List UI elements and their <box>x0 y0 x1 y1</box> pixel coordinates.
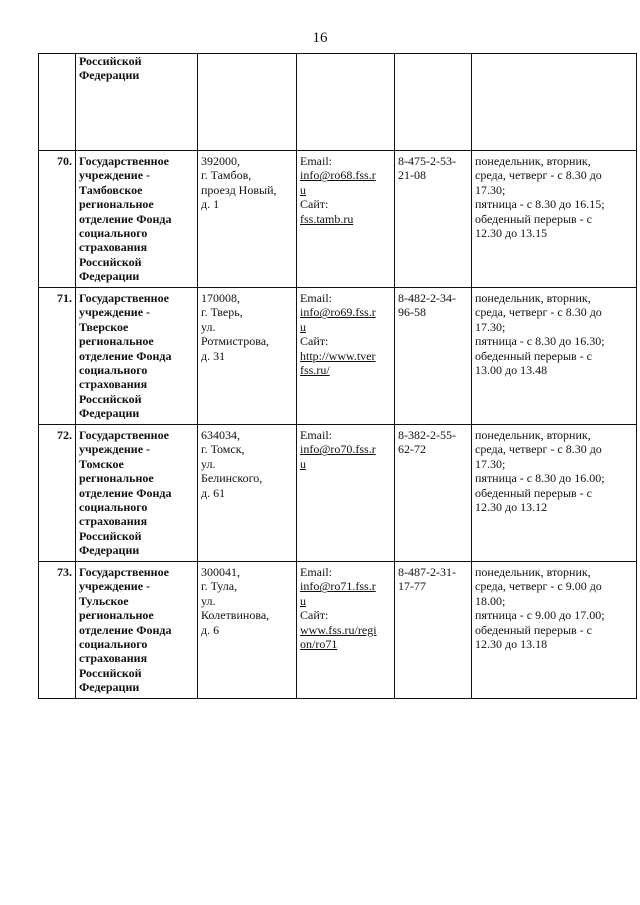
address-line: д. 1 <box>201 197 220 212</box>
table-body <box>39 54 637 699</box>
working-hours-line: понедельник, вторник, <box>475 154 591 168</box>
organization-name-line: Российской <box>79 254 142 269</box>
working-hours-line: среда, четверг - с 8.30 до <box>475 442 602 457</box>
contact-link[interactable]: www.fss.ru/regi <box>300 622 377 637</box>
organization-name-line: региональное <box>79 334 154 349</box>
contact-link[interactable]: info@ro68.fss.r <box>300 168 376 183</box>
working-hours-line: среда, четверг - с 8.30 до <box>475 305 602 320</box>
contacts-line: Сайт: <box>300 197 329 212</box>
contacts-cell <box>297 151 395 288</box>
working-hours-cell <box>472 425 637 562</box>
organization-name-line: Российской <box>79 54 142 68</box>
organization-name-cell <box>76 425 198 562</box>
address-line: 300041, <box>201 565 240 579</box>
phone-line: 21-08 <box>398 168 426 183</box>
row-number-cell: 71. <box>39 288 76 425</box>
organization-name-line: социального <box>79 637 148 652</box>
organization-name-line: Российской <box>79 665 142 680</box>
address-line: 170008, <box>201 291 240 305</box>
phone-line: 8-475-2-53- <box>398 154 456 168</box>
address-line: г. Томск, <box>201 442 245 457</box>
organization-name-cell <box>76 54 198 151</box>
working-hours-line: понедельник, вторник, <box>475 291 591 305</box>
contacts-line: Email: <box>300 291 332 305</box>
working-hours-line: обеденный перерыв - с <box>475 485 592 500</box>
address-line: ул. <box>201 319 216 334</box>
organization-name-line: Государственное <box>79 291 169 305</box>
working-hours-line: 12.30 до 13.18 <box>475 637 548 652</box>
working-hours-line: 18.00; <box>475 593 506 608</box>
address-line: г. Тула, <box>201 579 238 594</box>
address-line: ул. <box>201 456 216 471</box>
organization-name-line: страхования <box>79 514 148 529</box>
phone-cell <box>395 151 472 288</box>
working-hours-line: среда, четверг - с 8.30 до <box>475 168 602 183</box>
address-line: Белинского, <box>201 471 263 486</box>
contact-link[interactable]: http://www.tver <box>300 348 376 363</box>
contacts-line: Сайт: <box>300 608 329 623</box>
phone-line: 62-72 <box>398 442 426 457</box>
organization-name-line: Федерации <box>79 68 140 83</box>
organization-name-line: отделение Фонда <box>79 348 172 363</box>
contacts-cell <box>297 54 395 151</box>
contact-link[interactable]: u <box>300 319 306 334</box>
table-row <box>39 288 637 425</box>
address-line: 392000, <box>201 154 240 168</box>
offices-table <box>38 53 637 699</box>
working-hours-line: пятница - с 8.30 до 16.00; <box>475 471 605 486</box>
working-hours-line: 12.30 до 13.15 <box>475 226 548 241</box>
phone-cell <box>395 562 472 699</box>
contacts-line: Email: <box>300 154 332 168</box>
organization-name-line: учреждение - <box>79 579 151 594</box>
contact-link[interactable]: u <box>300 593 306 608</box>
working-hours-line: 13.00 до 13.48 <box>475 363 548 378</box>
organization-name-line: Федерации <box>79 543 140 558</box>
phone-line: 8-482-2-34- <box>398 291 456 305</box>
phone-cell <box>395 425 472 562</box>
working-hours-line: 12.30 до 13.12 <box>475 500 548 515</box>
contact-link[interactable]: fss.ru/ <box>300 363 330 378</box>
organization-name-line: Тамбовское <box>79 182 143 197</box>
working-hours-line: обеденный перерыв - с <box>475 211 592 226</box>
address-line: д. 31 <box>201 348 226 363</box>
working-hours-line: обеденный перерыв - с <box>475 348 592 363</box>
organization-name-line: Федерации <box>79 406 140 421</box>
working-hours-cell <box>472 288 637 425</box>
working-hours-cell <box>472 54 637 151</box>
organization-name-line: страхования <box>79 377 148 392</box>
working-hours-line: пятница - с 9.00 до 17.00; <box>475 608 605 623</box>
phone-line: 96-58 <box>398 305 426 320</box>
address-line: Колетвинова, <box>201 608 270 623</box>
organization-name-line: социального <box>79 500 148 515</box>
organization-name-line: Федерации <box>79 680 140 695</box>
contacts-line: Email: <box>300 565 332 579</box>
page-number: 16 <box>312 30 328 46</box>
address-line: г. Тамбов, <box>201 168 252 183</box>
row-number-cell: 73. <box>39 562 76 699</box>
address-line: ул. <box>201 593 216 608</box>
phone-line: 8-382-2-55- <box>398 428 456 442</box>
table-row <box>39 562 637 699</box>
organization-name-line: учреждение - <box>79 305 151 320</box>
address-cell <box>198 54 297 151</box>
organization-name-cell <box>76 288 198 425</box>
address-line: 634034, <box>201 428 240 442</box>
organization-name-line: Государственное <box>79 428 169 442</box>
organization-name-line: региональное <box>79 471 154 486</box>
organization-name-line: Тульское <box>79 593 129 608</box>
organization-name-line: Томское <box>79 456 124 471</box>
contact-link[interactable]: info@ro70.fss.r <box>300 442 376 457</box>
contacts-cell <box>297 425 395 562</box>
contact-link[interactable]: u <box>300 182 306 197</box>
working-hours-cell <box>472 562 637 699</box>
contacts-line: Сайт: <box>300 334 329 349</box>
table-row <box>39 151 637 288</box>
address-line: г. Тверь, <box>201 305 243 320</box>
working-hours-line: пятница - с 8.30 до 16.30; <box>475 334 605 349</box>
address-cell <box>198 425 297 562</box>
organization-name-line: учреждение - <box>79 442 151 457</box>
address-cell <box>198 562 297 699</box>
table-row <box>39 54 637 151</box>
organization-name-line: региональное <box>79 197 154 212</box>
organization-name-cell <box>76 151 198 288</box>
phone-line: 17-77 <box>398 579 426 594</box>
contact-link[interactable]: info@ro71.fss.r <box>300 579 376 594</box>
working-hours-line: среда, четверг - с 9.00 до <box>475 579 602 594</box>
organization-name-line: Тверское <box>79 319 129 334</box>
organization-name-line: страхования <box>79 240 148 255</box>
phone-cell <box>395 288 472 425</box>
organization-name-line: Российской <box>79 391 142 406</box>
working-hours-line: 17.30; <box>475 319 506 334</box>
working-hours-line: пятница - с 8.30 до 16.15; <box>475 197 605 212</box>
contact-link[interactable]: u <box>300 456 306 471</box>
address-cell <box>198 288 297 425</box>
organization-name-line: учреждение - <box>79 168 151 183</box>
row-number-cell: 72. <box>39 425 76 562</box>
organization-name-line: Российской <box>79 528 142 543</box>
working-hours-line: понедельник, вторник, <box>475 428 591 442</box>
row-number-cell <box>39 54 76 151</box>
organization-name-line: региональное <box>79 608 154 623</box>
phone-cell <box>395 54 472 151</box>
working-hours-line: 17.30; <box>475 456 506 471</box>
working-hours-line: обеденный перерыв - с <box>475 622 592 637</box>
working-hours-cell <box>472 151 637 288</box>
organization-name-line: Государственное <box>79 154 169 168</box>
contacts-cell <box>297 288 395 425</box>
row-number-cell: 70. <box>39 151 76 288</box>
address-line: проезд Новый, <box>201 182 277 197</box>
contacts-cell <box>297 562 395 699</box>
address-line: д. 61 <box>201 485 226 500</box>
contact-link[interactable]: fss.tamb.ru <box>300 211 354 226</box>
contact-link[interactable]: on/ro71 <box>300 637 338 652</box>
organization-name-line: Федерации <box>79 269 140 284</box>
phone-line: 8-487-2-31- <box>398 565 456 579</box>
organization-name-line: социального <box>79 226 148 241</box>
organization-name-line: отделение Фонда <box>79 622 172 637</box>
address-line: д. 6 <box>201 622 220 637</box>
address-line: Ротмистрова, <box>201 334 270 349</box>
working-hours-line: понедельник, вторник, <box>475 565 591 579</box>
table-row <box>39 425 637 562</box>
organization-name-cell <box>76 562 198 699</box>
organization-name-line: отделение Фонда <box>79 485 172 500</box>
organization-name-line: отделение Фонда <box>79 211 172 226</box>
organization-name-line: Государственное <box>79 565 169 579</box>
organization-name-line: социального <box>79 363 148 378</box>
contacts-line: Email: <box>300 428 332 442</box>
address-cell <box>198 151 297 288</box>
working-hours-line: 17.30; <box>475 182 506 197</box>
organization-name-line: страхования <box>79 651 148 666</box>
contact-link[interactable]: info@ro69.fss.r <box>300 305 376 320</box>
